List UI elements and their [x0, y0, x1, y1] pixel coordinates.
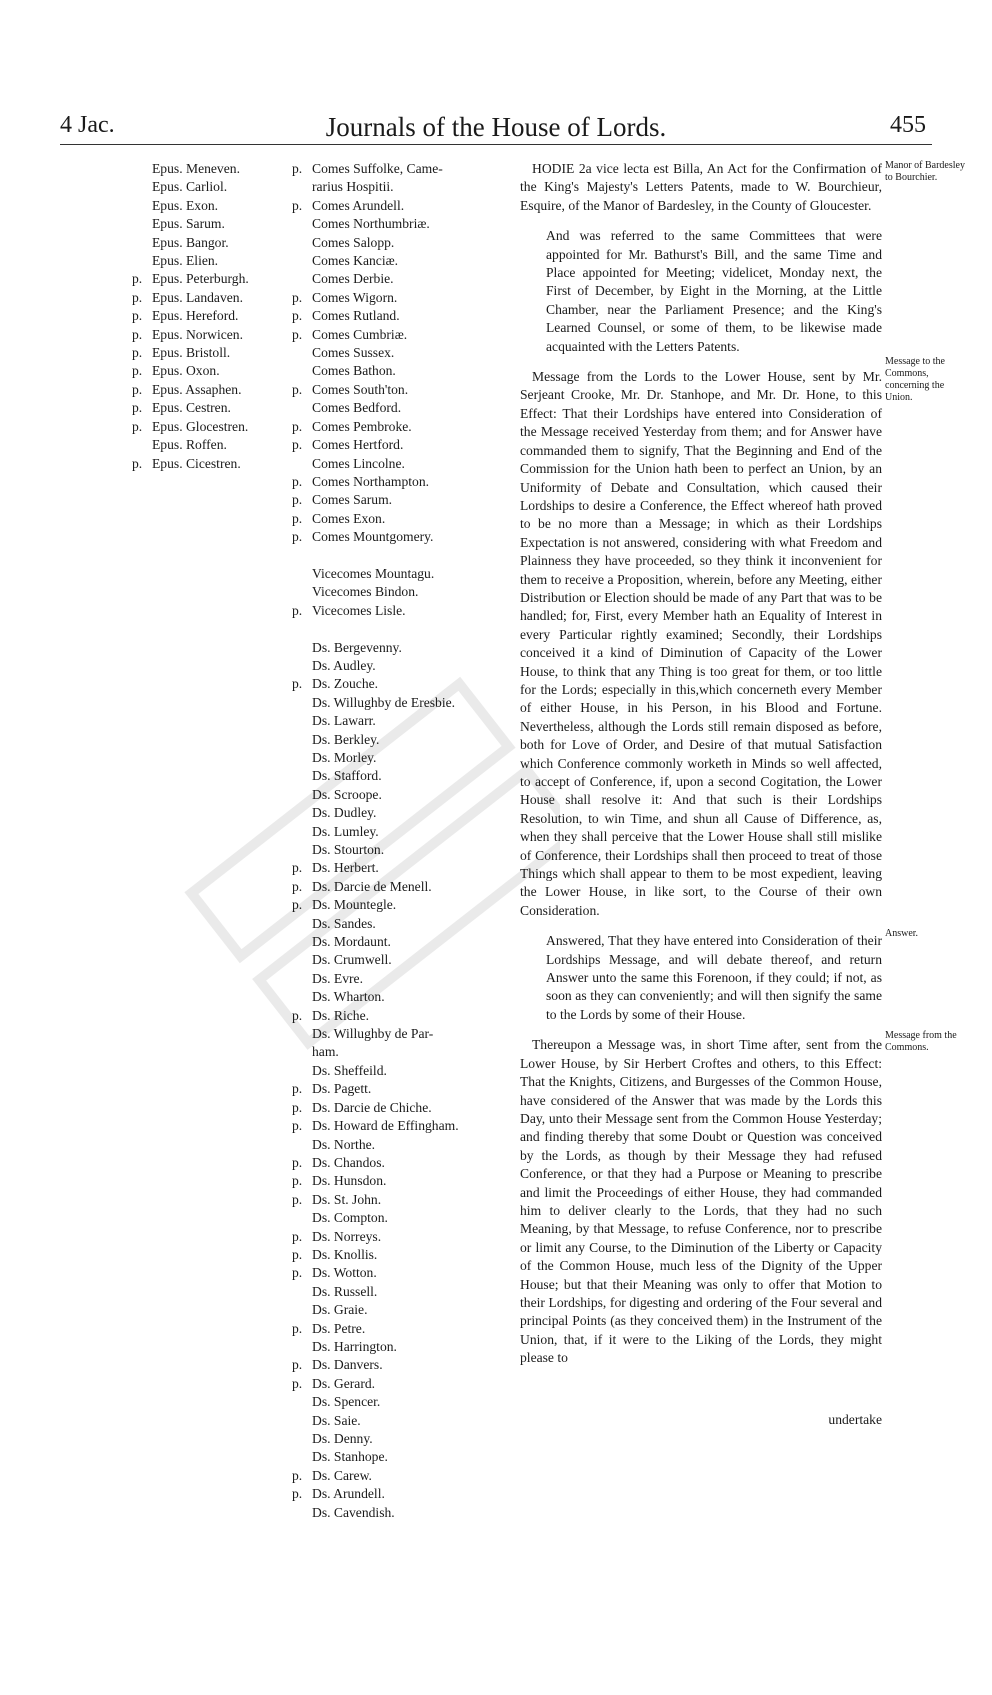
margin-note-manor: Manor of Bardesley to Bourchier. [885, 160, 965, 183]
peer-name: Ds. Gerard. [312, 1375, 376, 1391]
peer-name: Vicecomes Mountagu. [312, 565, 435, 581]
roster-entry [292, 1264, 502, 1282]
header-left: 4 Jac. [60, 112, 115, 138]
roster-entry [292, 933, 502, 951]
entry-committee: And was referred to the same Committees that were appointed for Mr. Bathurst's Bill, and the same Time and Place appointed for Meeting; videlicet, Monday next, the First of December, by Eight in the Morning, at the Little Chamber, near the Parliament Presence; and the King's Learned Counsel, or some of them, to be likewise made acquainted with the Letters Patents. [546, 228, 882, 354]
roster-entry [292, 1117, 502, 1135]
roster-entry [132, 418, 302, 436]
roster-entry [132, 399, 302, 417]
roster-entry [292, 639, 502, 657]
roster-entry [132, 436, 302, 454]
peer-name: Comes Rutland. [312, 308, 400, 324]
presence-mark: p. [292, 1265, 303, 1281]
roster-entry [292, 1062, 502, 1080]
presence-mark: p. [132, 345, 143, 361]
peer-name: Ds. Chandos. [312, 1154, 385, 1170]
peer-name: Ds. Cavendish. [312, 1504, 395, 1520]
presence-mark: p. [292, 602, 303, 618]
peer-name: Epus. Bristoll. [152, 345, 231, 361]
presence-mark: p. [292, 197, 303, 213]
peer-name: Epus. Glocestren. [152, 418, 249, 434]
presence-mark: p. [292, 1486, 303, 1502]
peer-name: Epus. Meneven. [152, 161, 240, 176]
roster-entry [132, 289, 302, 307]
presence-mark: p. [292, 860, 303, 876]
roster-entry [292, 326, 502, 344]
roster-entry [292, 381, 502, 399]
roster-entry [292, 178, 502, 196]
peer-name: Ds. Scroope. [312, 786, 382, 802]
peer-name: rarius Hospitii. [312, 179, 394, 195]
peer-name: Comes Kanciæ. [312, 253, 399, 269]
peer-name: Comes Bedford. [312, 400, 402, 416]
roster-entry [292, 160, 502, 178]
peer-name: Ds. Morley. [312, 749, 377, 765]
peer-name: Epus. Bangor. [152, 234, 229, 250]
roster-entry [292, 491, 502, 509]
roster-entry [292, 399, 502, 417]
roster-entry [292, 344, 502, 362]
roster-entry [292, 896, 502, 914]
peer-name: Ds. Harrington. [312, 1338, 397, 1354]
peer-name: Epus. Sarum. [152, 216, 225, 232]
roster-entry [292, 1172, 502, 1190]
roster-entry [132, 252, 302, 270]
peer-name: Comes Arundell. [312, 197, 405, 213]
roster-entry [292, 1320, 502, 1338]
roster-entry [292, 1393, 502, 1411]
entry-message-lords: Message from the Lords to the Lower House, sent by Mr. Serjeant Crooke, Mr. Dr. Stanhope, and Mr. Dr. Hone, to this Effect: That their Lordships have entered into Consideration of the Message received Yesterday from them; and for Answer have commanded them to signify, That the Beginning and End of the Commission for the Union hath been to perfect an Union, by an Uniformity of Debate and Consultation, which caused their Lordships to desire a Conference, the Effect whereof hath proved to be no more than a Message; in which as their Lordships Expectation is not answered, considering with what Freedom and Plainness they have proceeded, so they think it inconvenient for them to receive a Proposition, wherein, before any Meeting, either Distribution or Election should be made of any Part that was to be handled; for, First, every Member hath an Equality of Interest in every Particular rightly examined; Secondly, their Lordships conceived it a kind of Diminution of Capacity of the Lower House, to think that any Thing is too great for them, or too little for the Lords; especially in this,which concerneth every Member of either House, in his Person, in his Blood and Fortune. Nevertheless, although the Lords still remain disposed as before, both for Love of Order, and Desire of that mutual Satisfaction which Conference commonly worketh in Minds so well affected, to accept of Conference, if, upon a second Cogitation, the Lower House shall resolve it: And that such is their Lordships Resolution, to win Time, and shun all Cause of Difference, as, when they shall perceive that the Lower House shall still mislike of Conference, their Lordships shall then proceed to treat of those Things which shall appear to them to be most expedient, leaving the Lower House, in like sort, to the Course of their own Consideration. [520, 369, 882, 918]
presence-mark: p. [292, 1007, 303, 1023]
peer-name: Comes Cumbriæ. [312, 326, 408, 342]
presence-mark: p. [132, 455, 143, 471]
roster-entry [292, 1283, 502, 1301]
peer-name: Ds. Sandes. [312, 915, 376, 931]
peer-name: Comes Northampton. [312, 473, 430, 489]
peer-name: ham. [312, 1044, 339, 1060]
presence-mark: p. [292, 1375, 303, 1391]
peer-name: Ds. Knollis. [312, 1246, 378, 1262]
roster-entry [292, 1007, 502, 1025]
roster-entry [292, 270, 502, 288]
peer-name: Vicecomes Bindon. [312, 584, 419, 600]
roster-entry [292, 767, 502, 785]
roster-entry [132, 381, 302, 399]
peer-name: Epus. Peterburgh. [152, 271, 249, 287]
roster-entry [132, 178, 302, 196]
presence-mark: p. [292, 381, 303, 397]
peer-name: Comes Lincolne. [312, 455, 405, 471]
roster-entry [292, 1080, 502, 1098]
roster-entry [132, 160, 302, 178]
roster-entry [292, 878, 502, 896]
peer-name: Ds. Stourton. [312, 842, 385, 857]
peer-name: Ds. Berkley. [312, 731, 380, 747]
roster-entry [292, 455, 502, 473]
peer-name: Ds. Danvers. [312, 1357, 383, 1373]
peer-name: Comes Exon. [312, 510, 386, 526]
peer-name: Ds. Lumley. [312, 823, 379, 839]
presence-mark: p. [292, 1467, 303, 1483]
presence-mark: p. [292, 473, 303, 489]
entry-message-commons: Thereupon a Message was, in short Time after, sent from the Lower House, by Sir Herbert Croftes and others, to this Effect: That the Knights, Citizens, and Burgesses of the Common House, have considered of the Answer that was made by the Lords this Day, unto their Message sent from the Common House Yesterday; and finding thereby that some Doubt or Question was conceived by the Lords, as though by their Message they had refused Conference, or that they had a Purpose or Meaning to prescribe and limit the Proceedings of either House, they had commanded him to deliver clearly to the Lords, that they had no such Meaning, by that Message, to refuse Conference, nor to prescribe or limit any Course, to the Diminution of the Liberty or Capacity of the Common House, much less of the Dignity of the Upper House; but that their Meaning was only to offer that Motion to their Lordships, for digesting and ordering of the Four several and principal Points (as they conceived them) in the Instrument of the Union, that, if it were to the Liking of the Lords, they might please to [520, 1037, 882, 1366]
roster-entry [292, 547, 502, 565]
peer-name: Ds. Graie. [312, 1302, 368, 1318]
roster-entry [292, 951, 502, 969]
roster-entry [132, 307, 302, 325]
roster-bishops [132, 160, 302, 473]
presence-mark: p. [292, 1191, 303, 1207]
presence-mark: p. [132, 400, 143, 416]
peer-name: Comes South'ton. [312, 381, 409, 397]
peer-name: Ds. St. John. [312, 1191, 382, 1207]
roster-entry [292, 197, 502, 215]
roster-entry [292, 510, 502, 528]
roster-entry [292, 1246, 502, 1264]
peer-name: Comes Northumbriæ. [312, 216, 430, 232]
roster-entry [292, 418, 502, 436]
peer-name: Epus. Carliol. [152, 179, 228, 195]
roster-entry [292, 694, 502, 712]
roster-entry [292, 583, 502, 601]
peer-name: Ds. Darcie de Chiche. [312, 1099, 432, 1115]
roster-entry [292, 823, 502, 841]
peer-name: Ds. Compton. [312, 1210, 388, 1226]
roster-entry [292, 915, 502, 933]
peer-name: Ds. Sheffeild. [312, 1062, 387, 1078]
roster-entry [292, 436, 502, 454]
peer-name: Ds. Stafford. [312, 768, 382, 784]
roster-entry [292, 620, 502, 638]
roster-lords [292, 160, 502, 1522]
presence-mark: p. [292, 1118, 303, 1134]
header-rule [60, 144, 932, 145]
header-title: Journals of the House of Lords. [325, 112, 667, 142]
peer-name: Ds. Spencer. [312, 1394, 381, 1410]
presence-mark: p. [292, 289, 303, 305]
presence-mark: p. [292, 1099, 303, 1115]
roster-entry [292, 1209, 502, 1227]
peer-name: Comes Hertford. [312, 437, 404, 453]
peer-name: Epus. Exon. [152, 197, 219, 213]
peer-name: Ds. Zouche. [312, 676, 379, 692]
roster-entry [132, 344, 302, 362]
presence-mark: p. [292, 529, 303, 545]
peer-name: Comes Bathon. [312, 363, 396, 379]
peer-name: Ds. Howard de Effingham. [312, 1118, 459, 1134]
roster-entry [292, 215, 502, 233]
roster-entry [292, 988, 502, 1006]
roster-entry [292, 1412, 502, 1430]
presence-mark: p. [292, 326, 303, 342]
roster-entry [292, 712, 502, 730]
peer-name: Ds. Russell. [312, 1283, 378, 1299]
roster-entry [292, 1136, 502, 1154]
roster-entry [292, 970, 502, 988]
roster-entry [292, 1467, 502, 1485]
presence-mark: p. [292, 418, 303, 434]
peer-name: Ds. Herbert. [312, 860, 379, 876]
peer-name: Ds. Norreys. [312, 1228, 382, 1244]
presence-mark: p. [292, 676, 303, 692]
margin-note-message-to-commons: Message to the Commons, concerning the Union. [885, 356, 945, 403]
roster-entry [292, 859, 502, 877]
roster-entry [292, 1504, 502, 1522]
roster-entry [292, 473, 502, 491]
peer-name: Ds. Willughby de Par- [312, 1026, 434, 1042]
roster-entry [292, 1301, 502, 1319]
peer-name: Epus. Cicestren. [152, 455, 241, 471]
roster-entry [132, 270, 302, 288]
peer-name: Ds. Bergevenny. [312, 639, 402, 655]
peer-name: Ds. Arundell. [312, 1486, 385, 1502]
roster-entry [292, 1191, 502, 1209]
journal-body [520, 160, 882, 1380]
peer-name: Ds. Riche. [312, 1007, 370, 1023]
peer-name: Ds. Crumwell. [312, 952, 392, 968]
peer-name: Comes Mountgomery. [312, 529, 434, 545]
peer-name: Ds. Saie. [312, 1412, 361, 1428]
presence-mark: p. [292, 437, 303, 453]
peer-name: Ds. Mountegle. [312, 897, 397, 913]
peer-name: Comes Wigorn. [312, 289, 398, 305]
roster-entry [292, 1025, 502, 1043]
roster-entry [292, 528, 502, 546]
roster-entry [292, 362, 502, 380]
roster-entry [132, 326, 302, 344]
presence-mark: p. [132, 381, 143, 397]
page-number: 455 [890, 112, 926, 138]
peer-name: Ds. Willughby de Eresbie. [312, 694, 456, 710]
presence-mark: p. [292, 510, 303, 526]
peer-name: Epus. Oxon. [152, 363, 220, 379]
peer-name: Ds. Denny. [312, 1431, 373, 1446]
peer-name: Ds. Pagett. [312, 1081, 372, 1097]
roster-entry [292, 749, 502, 767]
margin-note-message-from-commons: Message from the Commons. [885, 1030, 957, 1053]
roster-entry [292, 657, 502, 675]
roster-entry [292, 804, 502, 822]
presence-mark: p. [292, 897, 303, 913]
roster-entry [132, 234, 302, 252]
roster-entry [292, 1338, 502, 1356]
peer-name: Ds. Wotton. [312, 1265, 377, 1281]
roster-entry [292, 1430, 502, 1448]
roster-entry [132, 197, 302, 215]
roster-entry [292, 1356, 502, 1374]
roster-entry [132, 362, 302, 380]
peer-name: Ds. Lawarr. [312, 713, 376, 729]
presence-mark: p. [292, 1246, 303, 1262]
peer-name: Comes Salopp. [312, 234, 395, 250]
margin-note-answer: Answer. [885, 928, 919, 939]
peer-name: Epus. Assaphen. [152, 381, 242, 397]
roster-entry [292, 841, 502, 859]
peer-name: Ds. Darcie de Menell. [312, 878, 432, 894]
roster-entry [292, 234, 502, 252]
presence-mark: p. [292, 1320, 303, 1336]
roster-entry [292, 307, 502, 325]
peer-name: Epus. Norwicen. [152, 326, 243, 342]
presence-mark: p. [292, 492, 303, 508]
presence-mark: p. [292, 161, 303, 176]
roster-entry [292, 1043, 502, 1061]
peer-name: Comes Suffolke, Came- [312, 161, 443, 176]
presence-mark: p. [132, 363, 143, 379]
peer-name: Comes Sussex. [312, 345, 395, 361]
peer-name: Ds. Stanhope. [312, 1449, 388, 1465]
roster-entry [292, 675, 502, 693]
presence-mark: p. [132, 289, 143, 305]
peer-name: Ds. Audley. [312, 657, 376, 673]
roster-entry [292, 1228, 502, 1246]
presence-mark: p. [292, 1154, 303, 1170]
peer-name: Comes Derbie. [312, 271, 394, 287]
roster-entry [292, 289, 502, 307]
roster-entry [292, 1485, 502, 1503]
peer-name: Ds. Dudley. [312, 805, 377, 821]
presence-mark: p. [132, 326, 143, 342]
peer-name: Ds. Mordaunt. [312, 934, 391, 950]
presence-mark: p. [292, 878, 303, 894]
peer-name: Epus. Hereford. [152, 308, 239, 324]
presence-mark: p. [292, 308, 303, 324]
catchword: undertake [828, 1412, 882, 1427]
roster-entry [292, 252, 502, 270]
roster-entry [292, 1375, 502, 1393]
peer-name: Epus. Cestren. [152, 400, 231, 416]
peer-name: Ds. Northe. [312, 1136, 376, 1152]
roster-entry [292, 1154, 502, 1172]
presence-mark: p. [292, 1081, 303, 1097]
presence-mark: p. [132, 271, 143, 287]
presence-mark: p. [292, 1228, 303, 1244]
roster-entry [292, 731, 502, 749]
roster-entry [132, 455, 302, 473]
peer-name: Comes Pembroke. [312, 418, 412, 434]
roster-entry [292, 1448, 502, 1466]
presence-mark: p. [132, 418, 143, 434]
peer-name: Ds. Carew. [312, 1467, 372, 1483]
entry-bill-reading: HODIE 2a vice lecta est Billa, An Act for the Confirmation of the King's Majesty's Letters Patents, made to W. Bourchieur, Esquire, of the Manor of Bardesley, in the County of Gloucester. [520, 161, 882, 213]
presence-mark: p. [292, 1357, 303, 1373]
presence-mark: p. [292, 1173, 303, 1189]
roster-entry [292, 602, 502, 620]
roster-entry [292, 565, 502, 583]
page-header [0, 112, 992, 152]
peer-name: Ds. Wharton. [312, 989, 385, 1005]
roster-entry [292, 1099, 502, 1117]
roster-entry [292, 786, 502, 804]
peer-name: Epus. Roffen. [152, 437, 227, 453]
roster-entry [132, 215, 302, 233]
peer-name: Ds. Evre. [312, 970, 363, 986]
peer-name: Epus. Landaven. [152, 289, 243, 305]
presence-mark: p. [132, 308, 143, 324]
peer-name: Epus. Elien. [152, 253, 219, 269]
peer-name: Comes Sarum. [312, 492, 393, 508]
entry-answer: Answered, That they have entered into Consideration of their Lordships Message, and will debate thereof, and return Answer unto the same this Forenoon, if they could; if not, as soon as they can conveniently; and will then signify the same to the Lords by some of their House. [546, 933, 882, 1022]
peer-name: Ds. Petre. [312, 1320, 366, 1336]
peer-name: Vicecomes Lisle. [312, 602, 406, 618]
peer-name: Ds. Hunsdon. [312, 1173, 387, 1189]
